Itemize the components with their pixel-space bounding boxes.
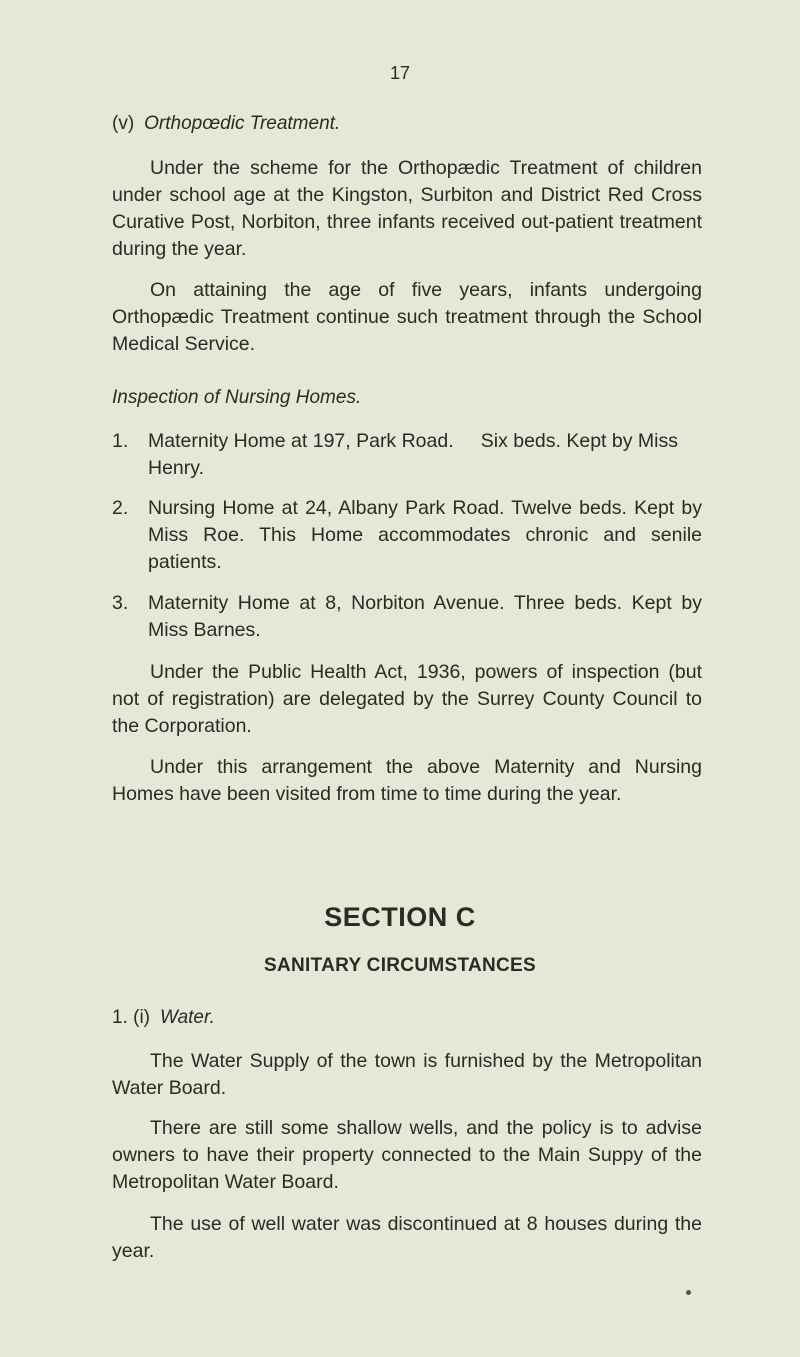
list-number: 2. [112,497,129,519]
list-text: Maternity Home at 197, Park Road. Six beds. Kept by Miss Henry. [148,430,684,479]
section-subtitle: SANITARY CIRCUMSTANCES [264,955,536,976]
nursing-home-item-3 [112,590,702,644]
nursing-home-item-2 [112,495,702,576]
orthopaedic-heading-label: (v) [112,113,135,134]
orthopaedic-heading [112,110,340,137]
water-heading-label: 1. (i) [112,1007,150,1028]
water-heading-title: Water. [160,1007,215,1028]
water-paragraph-1: The Water Supply of the town is furnished by the Metropolitan Water Board. [112,1050,702,1099]
orthopaedic-paragraph-1: Under the scheme for the Orthopædic Treatment of children under school age at the Kingston, Surbiton and District Red Cross Curative Post, Norbiton, three infants received out-patient treatment during the year. [112,157,702,260]
orthopaedic-paragraph-2: On attaining the age of five years, infants undergoing Orthopædic Treatment continue such treatment through the School Medical Service. [112,279,702,355]
water-paragraph-2: There are still some shallow wells, and the policy is to advise owners to have their property connected to the Main Suppy of the Metropolitan Water Board. [112,1117,702,1193]
list-text: Maternity Home at 8, Norbiton Avenue. Three beds. Kept by Miss Barnes. [148,592,702,641]
water-paragraph-3: The use of well water was discontinued at 8 houses during the year. [112,1213,702,1262]
nursing-homes-paragraph-1: Under the Public Health Act, 1936, powers of inspection (but not of registration) are delegated by the Surrey County Council to the Corporation. [112,661,702,737]
nursing-homes-paragraph-2: Under this arrangement the above Maternity and Nursing Homes have been visited from time to time during the year. [112,756,702,805]
list-number: 3. [112,592,129,614]
nursing-home-item-1 [112,428,702,482]
nursing-homes-heading: Inspection of Nursing Homes. [112,387,362,408]
water-heading [112,1004,215,1031]
ink-speck [686,1290,691,1295]
list-number: 1. [112,430,129,452]
section-title: SECTION C [324,902,476,932]
orthopaedic-heading-title: Orthopœdic Treatment. [144,113,341,134]
page-number: 17 [389,63,411,83]
list-text: Nursing Home at 24, Albany Park Road. Twelve beds. Kept by Miss Roe. This Home accommodates chronic and senile patients. [148,497,702,573]
